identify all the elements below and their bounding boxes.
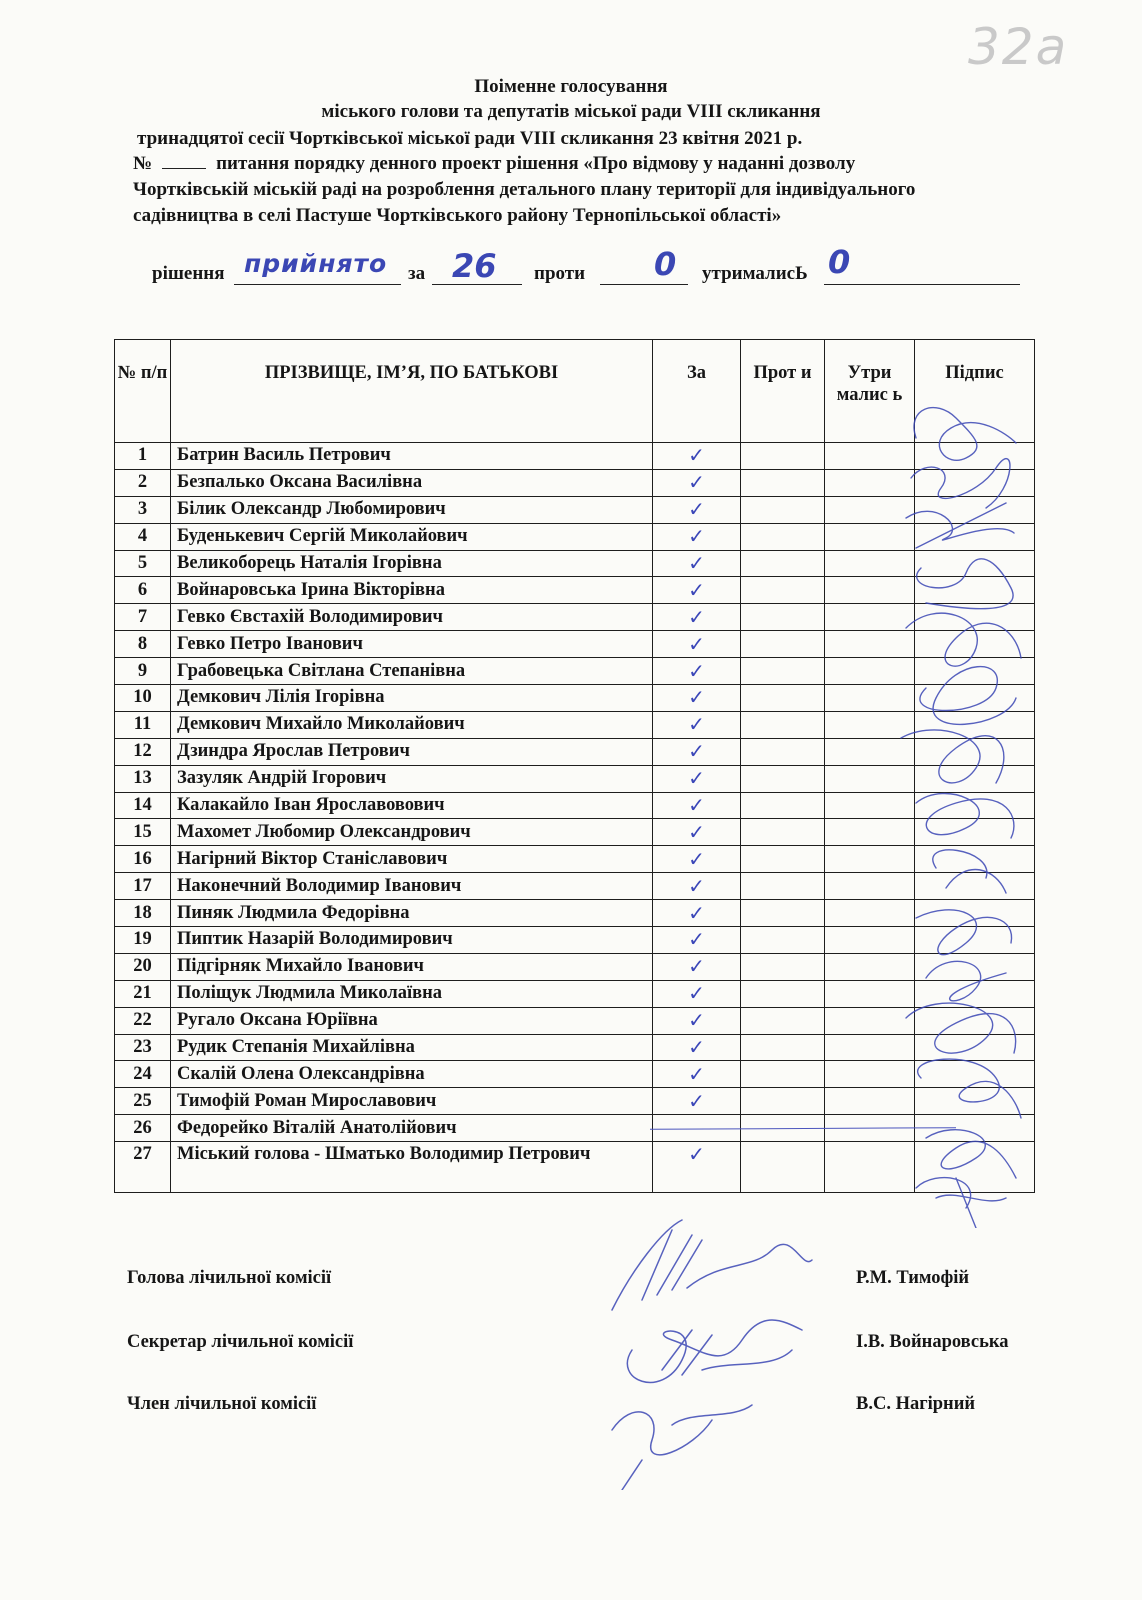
row-name: Скалій Олена Олександрівна (171, 1061, 653, 1088)
chair-name: Р.М. Тимофій (856, 1268, 970, 1288)
row-against (741, 550, 825, 577)
row-name: Тимофій Роман Мирославович (171, 1088, 653, 1115)
row-against (741, 927, 825, 954)
row-against (741, 496, 825, 523)
row-against (741, 658, 825, 685)
deputy-signatures (896, 398, 1026, 1228)
row-for-check: ✓ (653, 738, 741, 765)
row-against (741, 1142, 825, 1193)
row-name: Дзиндра Ярослав Петрович (171, 738, 653, 765)
row-for-check: ✓ (653, 469, 741, 496)
abstained-label: утрималисЬ (702, 263, 808, 284)
row-against (741, 792, 825, 819)
row-for-check: ✓ (653, 1034, 741, 1061)
row-name: Пиптик Назарій Володимирович (171, 927, 653, 954)
row-against (741, 469, 825, 496)
decision-label: рішення (152, 263, 225, 284)
row-for-check: ✓ (653, 819, 741, 846)
row-number: 3 (115, 496, 171, 523)
row-number: 17 (115, 873, 171, 900)
abstained-line (824, 284, 1020, 285)
abstained-value: 0 (828, 243, 851, 281)
row-against (741, 1088, 825, 1115)
row-against (741, 604, 825, 631)
agenda-line-3: садівництва в селі Пастуше Чортківського району Тернопільської області» (133, 205, 782, 226)
row-for-check: ✓ (653, 496, 741, 523)
row-against (741, 631, 825, 658)
number-blank (162, 154, 206, 169)
row-name: Нагірний Віктор Станіславович (171, 846, 653, 873)
row-for-check: ✓ (653, 604, 741, 631)
row-name: Федорейко Віталій Анатолійович (171, 1115, 653, 1142)
agenda-line-2: Чортківській міській раді на розроблення детального плану території для індивідуального (133, 179, 916, 200)
row-for-check: ✓ (653, 792, 741, 819)
header-abstained: Утри малис ь (825, 340, 915, 443)
row-number: 12 (115, 738, 171, 765)
row-for-check: ✓ (653, 711, 741, 738)
row-name: Великоборець Наталія Ігорівна (171, 550, 653, 577)
title-line-1: Поіменне голосування (474, 76, 668, 97)
row-against (741, 900, 825, 927)
agenda-item (133, 151, 1059, 229)
row-number: 15 (115, 819, 171, 846)
row-name: Войнаровська Ірина Вікторівна (171, 577, 653, 604)
against-value: 0 (654, 245, 677, 283)
row-name: Наконечний Володимир Іванович (171, 873, 653, 900)
row-for-check: ✓ (653, 980, 741, 1007)
row-name: Гевко Євстахій Володимирович (171, 604, 653, 631)
row-number: 24 (115, 1061, 171, 1088)
row-for-check: ✓ (653, 443, 741, 470)
for-value: 26 (452, 247, 497, 285)
row-number: 19 (115, 927, 171, 954)
row-name: Ругало Оксана Юріївна (171, 1007, 653, 1034)
row-against (741, 1034, 825, 1061)
row-against (741, 765, 825, 792)
row-number: 23 (115, 1034, 171, 1061)
row-number: 6 (115, 577, 171, 604)
row-name: Демкович Михайло Миколайович (171, 711, 653, 738)
row-number: 7 (115, 604, 171, 631)
row-name: Рудик Степанія Михайлівна (171, 1034, 653, 1061)
row-name: Поліщук Людмила Миколаївна (171, 980, 653, 1007)
title-line-2: міського голови та депутатів міської ради VIII скликання (321, 101, 821, 122)
row-name: Грабовецька Світлана Степанівна (171, 658, 653, 685)
row-against (741, 577, 825, 604)
row-name: Махомет Любомир Олександрович (171, 819, 653, 846)
row-for-check: ✓ (653, 1142, 741, 1193)
row-for-check: ✓ (653, 765, 741, 792)
row-name: Зазуляк Андрій Ігорович (171, 765, 653, 792)
decision-value: прийнято (244, 249, 388, 278)
row-number: 25 (115, 1088, 171, 1115)
agenda-line-1-text: питання порядку денного проект рішення «Про відмову у наданні дозволу (216, 153, 856, 174)
row-name: Підгірняк Михайло Іванович (171, 953, 653, 980)
row-name: Гевко Петро Іванович (171, 631, 653, 658)
row-against (741, 819, 825, 846)
row-name: Буденькевич Сергій Миколайович (171, 523, 653, 550)
for-label: за (408, 263, 426, 284)
row-name: Калакайло Іван Ярославовович (171, 792, 653, 819)
secretary-label: Секретар лічильної комісії (127, 1332, 354, 1352)
row-number: 27 (115, 1142, 171, 1193)
row-number: 11 (115, 711, 171, 738)
row-against (741, 738, 825, 765)
header-number: № п/п (115, 340, 171, 443)
row-name: Демкович Лілія Ігорівна (171, 685, 653, 712)
row-number: 1 (115, 443, 171, 470)
decision-line (234, 284, 401, 285)
row-for-check: ✓ (653, 846, 741, 873)
row-for-check: ✓ (653, 927, 741, 954)
row-number: 10 (115, 685, 171, 712)
row-against (741, 443, 825, 470)
commission-signatures (602, 1210, 832, 1490)
header-signature: Підпис (915, 340, 1035, 443)
row-against (741, 523, 825, 550)
row-for-check: ✓ (653, 523, 741, 550)
against-label: проти (534, 263, 586, 284)
row-against (741, 1061, 825, 1088)
agenda-line-1 (133, 151, 1059, 177)
row-number: 21 (115, 980, 171, 1007)
row-for-check: ✓ (653, 685, 741, 712)
row-against (741, 980, 825, 1007)
row-name: Батрин Василь Петрович (171, 443, 653, 470)
handwritten-page-number: 32a (968, 18, 1069, 76)
secretary-name: І.В. Войнаровська (856, 1332, 1009, 1352)
against-line (600, 284, 688, 285)
number-sign: № (133, 153, 153, 174)
row-name: Міський голова - Шматько Володимир Петрович (171, 1142, 653, 1193)
row-number: 22 (115, 1007, 171, 1034)
row-against (741, 953, 825, 980)
row-against (741, 685, 825, 712)
row-against (741, 873, 825, 900)
row-for-check: ✓ (653, 550, 741, 577)
row-for-check: ✓ (653, 577, 741, 604)
header-against: Прот и (741, 340, 825, 443)
row-number: 20 (115, 953, 171, 980)
header-name: ПРІЗВИЩЕ, ІМ’Я, ПО БАТЬКОВІ (171, 340, 653, 443)
row-number: 9 (115, 658, 171, 685)
row-name: Білик Олександр Любомирович (171, 496, 653, 523)
row-number: 4 (115, 523, 171, 550)
row-for-check: ✓ (653, 658, 741, 685)
header-for: За (653, 340, 741, 443)
member-name: В.С. Нагірний (856, 1394, 976, 1414)
row-for-check: ✓ (653, 900, 741, 927)
row-for-check: ✓ (653, 1088, 741, 1115)
row-name: Безпалько Оксана Василівна (171, 469, 653, 496)
row-number: 13 (115, 765, 171, 792)
row-against (741, 846, 825, 873)
row-number: 2 (115, 469, 171, 496)
row-for-check: ✓ (653, 1061, 741, 1088)
row-against (741, 711, 825, 738)
row-number: 5 (115, 550, 171, 577)
row-number: 16 (115, 846, 171, 873)
row-for-check: ✓ (653, 1007, 741, 1034)
row-number: 18 (115, 900, 171, 927)
chair-label: Голова лічильної комісії (127, 1268, 332, 1288)
row-number: 26 (115, 1115, 171, 1142)
row-for-check: ✓ (653, 873, 741, 900)
row-for-check: ✓ (653, 631, 741, 658)
member-label: Член лічильної комісії (127, 1394, 317, 1414)
row-number: 8 (115, 631, 171, 658)
title-line-3: тринадцятої сесії Чортківської міської ради VIII скликання 23 квітня 2021 р. (137, 128, 803, 149)
row-against (741, 1007, 825, 1034)
row-for-check: ✓ (653, 953, 741, 980)
row-name: Пиняк Людмила Федорівна (171, 900, 653, 927)
row-number: 14 (115, 792, 171, 819)
